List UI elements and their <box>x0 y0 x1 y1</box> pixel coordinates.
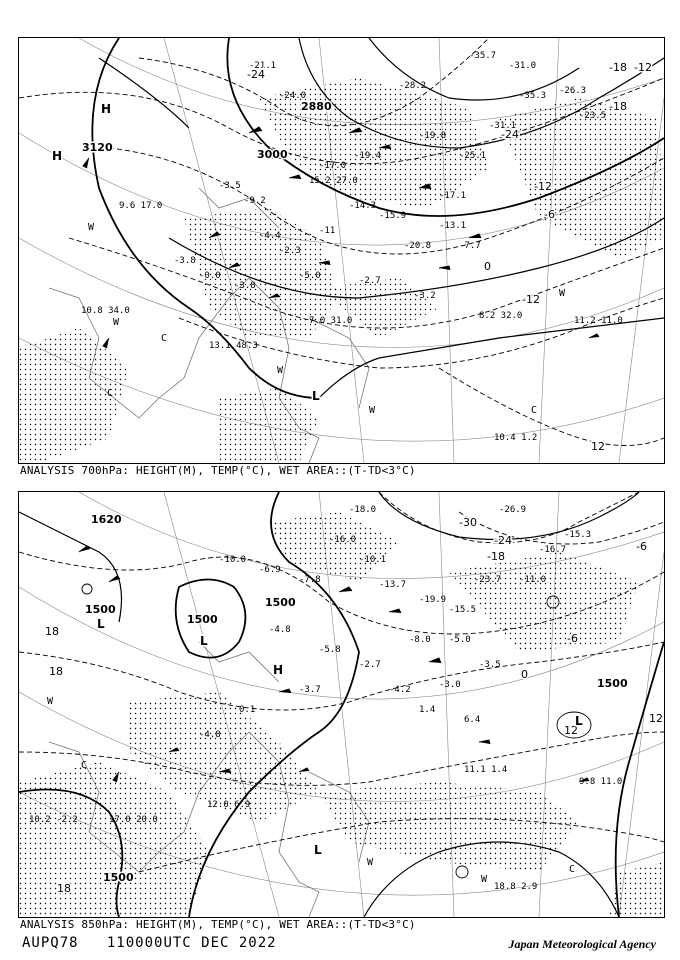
svg-text:-21.1: -21.1 <box>249 61 277 71</box>
map-700-svg <box>19 38 664 463</box>
warm-mark: W <box>559 288 566 299</box>
temp-label: 0 <box>484 260 491 273</box>
svg-text:-9.2: -9.2 <box>244 196 266 206</box>
svg-text:-26.9: -26.9 <box>499 505 527 515</box>
svg-text:-19.8: -19.8 <box>419 131 447 141</box>
caption-850hpa: ANALYSIS 850hPa: HEIGHT(M), TEMP(°C), WET AREA::(T-TD<3°C) <box>20 918 416 931</box>
svg-text:-3.5: -3.5 <box>479 660 501 670</box>
temp-label: -12 <box>534 180 552 193</box>
warm-mark: W <box>369 405 376 416</box>
station-plot: 10.4 1.2 <box>494 433 538 443</box>
temp-label: -24 <box>501 128 519 141</box>
svg-text:-5.0: -5.0 <box>299 271 321 281</box>
svg-text:-28.2: -28.2 <box>399 81 427 91</box>
low-pressure-mark: L <box>575 714 583 728</box>
svg-text:-3.0: -3.0 <box>439 680 461 690</box>
caption-700hpa: ANALYSIS 700hPa: HEIGHT(M), TEMP(°C), WET AREA::(T-TD<3°C) <box>20 464 416 477</box>
station-plot: 8.2 32.0 <box>479 311 523 321</box>
temp-label: -24 <box>247 68 265 81</box>
temp-label: 18 <box>57 882 71 895</box>
svg-text:-2.3: -2.3 <box>279 246 301 256</box>
svg-text:-13.7: -13.7 <box>379 580 407 590</box>
height-label: 1500 <box>103 871 134 884</box>
height-label: 1500 <box>597 677 628 690</box>
product-id: AUPQ78 <box>22 935 79 951</box>
temp-label: -12 <box>522 293 540 306</box>
svg-text:-5.8: -5.8 <box>319 645 341 655</box>
cold-mark: C <box>81 760 88 771</box>
svg-text:-15.9: -15.9 <box>379 211 407 221</box>
svg-text:-6.9: -6.9 <box>259 565 281 575</box>
high-pressure-mark: H <box>52 149 63 163</box>
station-plot: 9.6 17.0 <box>119 201 163 211</box>
svg-text:-8.0: -8.0 <box>409 635 431 645</box>
svg-text:-3.2: -3.2 <box>414 291 436 301</box>
wet-area-700 <box>19 78 664 463</box>
svg-text:-17.0: -17.0 <box>319 161 347 171</box>
svg-text:-11.0: -11.0 <box>519 575 547 585</box>
low-pressure-mark: L <box>200 634 208 648</box>
svg-text:-4.8: -4.8 <box>199 730 221 740</box>
svg-text:-3.8: -3.8 <box>174 256 196 266</box>
svg-text:-2.7: -2.7 <box>359 276 381 286</box>
svg-text:-35.7: -35.7 <box>469 51 497 61</box>
station-plot: 17.0 20.0 <box>109 815 158 825</box>
svg-text:-10.1: -10.1 <box>359 555 387 565</box>
svg-text:-26.3: -26.3 <box>559 86 587 96</box>
low-pressure-mark: L <box>97 617 105 631</box>
svg-text:-18.0: -18.0 <box>349 505 377 515</box>
height-label: 1500 <box>265 596 296 609</box>
station-plot: 18.8 2.9 <box>494 882 538 892</box>
valid-time: 110000UTC DEC 2022 <box>106 935 277 951</box>
svg-text:-23.7: -23.7 <box>474 575 502 585</box>
svg-text:-19.4: -19.4 <box>354 151 382 161</box>
high-pressure-mark: H <box>101 102 112 116</box>
svg-text:0.1: 0.1 <box>239 705 256 715</box>
svg-text:-4.2: -4.2 <box>389 685 411 695</box>
svg-text:-15.5: -15.5 <box>449 605 477 615</box>
temp-label: 12 <box>591 440 605 453</box>
svg-text:-20.8: -20.8 <box>404 241 432 251</box>
svg-text:-17.1: -17.1 <box>439 191 467 201</box>
svg-text:-7.7: -7.7 <box>459 241 481 251</box>
warm-mark: W <box>481 874 488 885</box>
svg-text:-16.0: -16.0 <box>329 535 357 545</box>
svg-text:1.4: 1.4 <box>419 705 436 715</box>
svg-text:-24.0: -24.0 <box>279 91 307 101</box>
height-label: 3120 <box>82 141 113 154</box>
svg-text:6.4: 6.4 <box>464 715 481 725</box>
temp-label: -18 <box>487 550 505 563</box>
temp-label: 0 <box>521 668 528 681</box>
temp-label: 12 <box>564 724 578 737</box>
temp-label: -6 <box>636 540 647 553</box>
analysis-700hpa-map <box>18 37 665 464</box>
svg-text:-14.3: -14.3 <box>349 201 377 211</box>
temp-label: -24 <box>494 534 512 547</box>
svg-text:-13.1: -13.1 <box>439 221 467 231</box>
temp-label: 12 <box>649 712 663 725</box>
svg-text:-2.7: -2.7 <box>359 660 381 670</box>
warm-mark: W <box>367 857 374 868</box>
temp-label: -12 <box>634 61 652 74</box>
station-plot: 7.0 31.0 <box>309 316 353 326</box>
svg-text:-0.0: -0.0 <box>199 271 221 281</box>
temp-label: -30 <box>459 516 477 529</box>
cold-mark: C <box>107 388 114 399</box>
height-label: 1500 <box>187 613 218 626</box>
high-pressure-mark: H <box>273 663 284 677</box>
station-plot: 11.1 1.4 <box>464 765 508 775</box>
station-plot: 15.2 27.0 <box>309 176 358 186</box>
svg-text:-23.5: -23.5 <box>579 111 607 121</box>
temp-label: 18 <box>49 665 63 678</box>
station-plot: 9.8 11.0 <box>579 777 623 787</box>
svg-text:-15.3: -15.3 <box>564 530 592 540</box>
height-label: 2880 <box>301 100 332 113</box>
svg-text:-3.8: -3.8 <box>234 281 256 291</box>
svg-text:-19.9: -19.9 <box>419 595 447 605</box>
station-plot: 11.2 11.0 <box>574 316 623 326</box>
svg-text:-11: -11 <box>319 226 336 236</box>
warm-mark: W <box>113 317 120 328</box>
svg-text:-35.3: -35.3 <box>519 91 547 101</box>
svg-text:-31.1: -31.1 <box>489 121 517 131</box>
height-label: 1620 <box>91 513 122 526</box>
low-pressure-mark: L <box>314 843 322 857</box>
temp-label: -18 <box>609 100 627 113</box>
cold-mark: C <box>161 333 168 344</box>
warm-mark: W <box>277 365 284 376</box>
temp-label: -6 <box>567 632 578 645</box>
map-850-svg <box>19 492 664 917</box>
cold-mark: C <box>531 405 538 416</box>
svg-text:-4.8: -4.8 <box>269 625 291 635</box>
station-plot: 10.2 -2.2 <box>29 815 78 825</box>
analysis-850hpa-map <box>18 491 665 918</box>
agency-name: Japan Meteorological Agency <box>508 937 656 951</box>
temp-label: -6 <box>544 208 555 221</box>
cold-mark: C <box>569 864 576 875</box>
height-label: 1500 <box>85 603 116 616</box>
svg-text:-31.0: -31.0 <box>509 61 537 71</box>
svg-text:-4.4: -4.4 <box>259 231 281 241</box>
height-label: 3000 <box>257 148 288 161</box>
warm-mark: W <box>88 222 95 233</box>
svg-text:-3.7: -3.7 <box>299 685 321 695</box>
svg-text:-25.1: -25.1 <box>459 151 487 161</box>
svg-text:-7.8: -7.8 <box>299 575 321 585</box>
station-plot: 10.8 34.0 <box>81 306 130 316</box>
svg-text:-16.7: -16.7 <box>539 545 567 555</box>
low-pressure-mark: L <box>312 389 320 403</box>
station-plot: 12.0 6.9 <box>207 800 251 810</box>
temp-label: 18 <box>45 625 59 638</box>
svg-text:-5.0: -5.0 <box>449 635 471 645</box>
chart-footer-id <box>22 935 277 951</box>
svg-text:-10.0: -10.0 <box>219 555 247 565</box>
temp-label: -18 <box>609 61 627 74</box>
station-plot: 13.1 48.3 <box>209 341 258 351</box>
svg-text:-3.5: -3.5 <box>219 181 241 191</box>
warm-mark: W <box>47 696 54 707</box>
